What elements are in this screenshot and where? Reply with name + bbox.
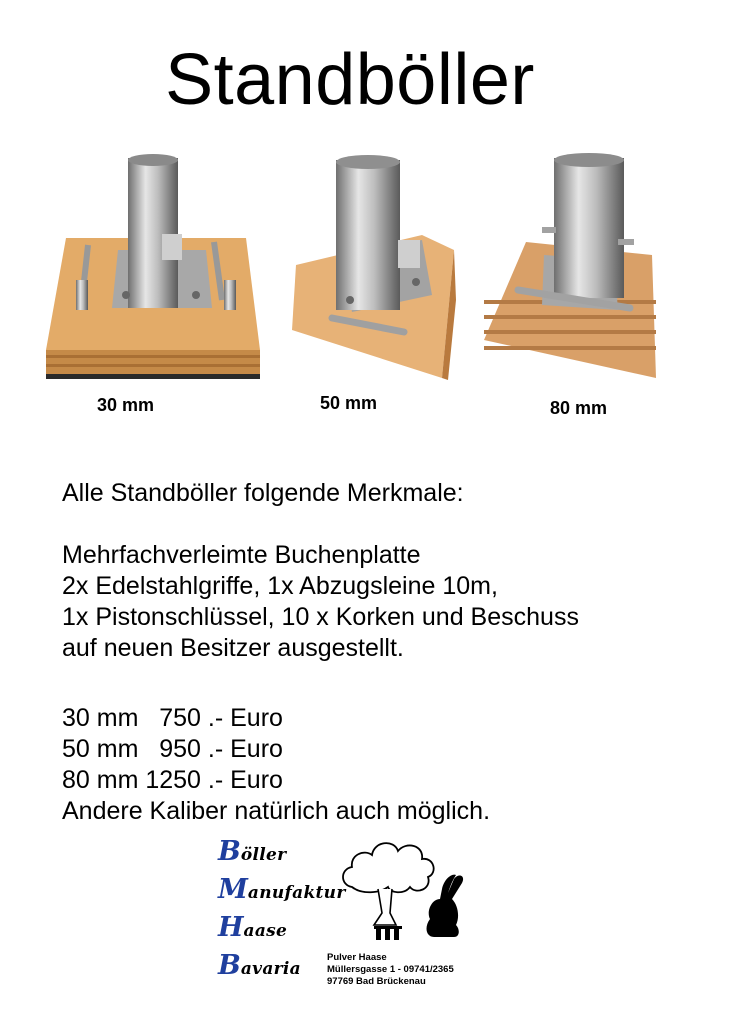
page-title: Standböller: [165, 40, 535, 120]
product-photo-80mm: [484, 150, 660, 382]
feature-line: auf neuen Besitzer ausgestellt.: [62, 634, 404, 662]
logo-word: Böller: [218, 836, 287, 867]
caption-30mm: 30 mm: [97, 395, 155, 415]
address-city: 97769 Bad Brückenau: [327, 976, 426, 987]
caption-50mm: 50 mm: [320, 393, 378, 413]
product-photo-30mm: [46, 150, 262, 382]
price-line: 50 mm 950 .- Euro: [62, 735, 283, 763]
price-line: 30 mm 750 .- Euro: [62, 704, 283, 732]
other-calibers-note: Andere Kaliber natürlich auch möglich.: [62, 797, 491, 825]
product-photo-50mm: [292, 150, 460, 382]
logo-word: Manufaktur: [218, 874, 346, 905]
address-street: Müllersgasse 1 - 09741/2365: [327, 964, 454, 975]
feature-line: Mehrfachverleimte Buchenplatte: [62, 541, 421, 569]
address-name: Pulver Haase: [327, 952, 387, 963]
feature-line: 1x Pistonschlüssel, 10 x Korken und Beschuss: [62, 603, 579, 631]
logo-word: Haase: [218, 912, 288, 943]
features-heading: Alle Standböller folgende Merkmale:: [62, 479, 464, 507]
feature-line: 2x Edelstahlgriffe, 1x Abzugsleine 10m,: [62, 572, 498, 600]
logo-word: Bavaria: [218, 950, 301, 981]
caption-80mm: 80 mm: [550, 398, 608, 418]
price-line: 80 mm 1250 .- Euro: [62, 766, 283, 794]
logo-cloud-rabbit-icon: [338, 833, 470, 945]
address-block: [327, 952, 454, 988]
